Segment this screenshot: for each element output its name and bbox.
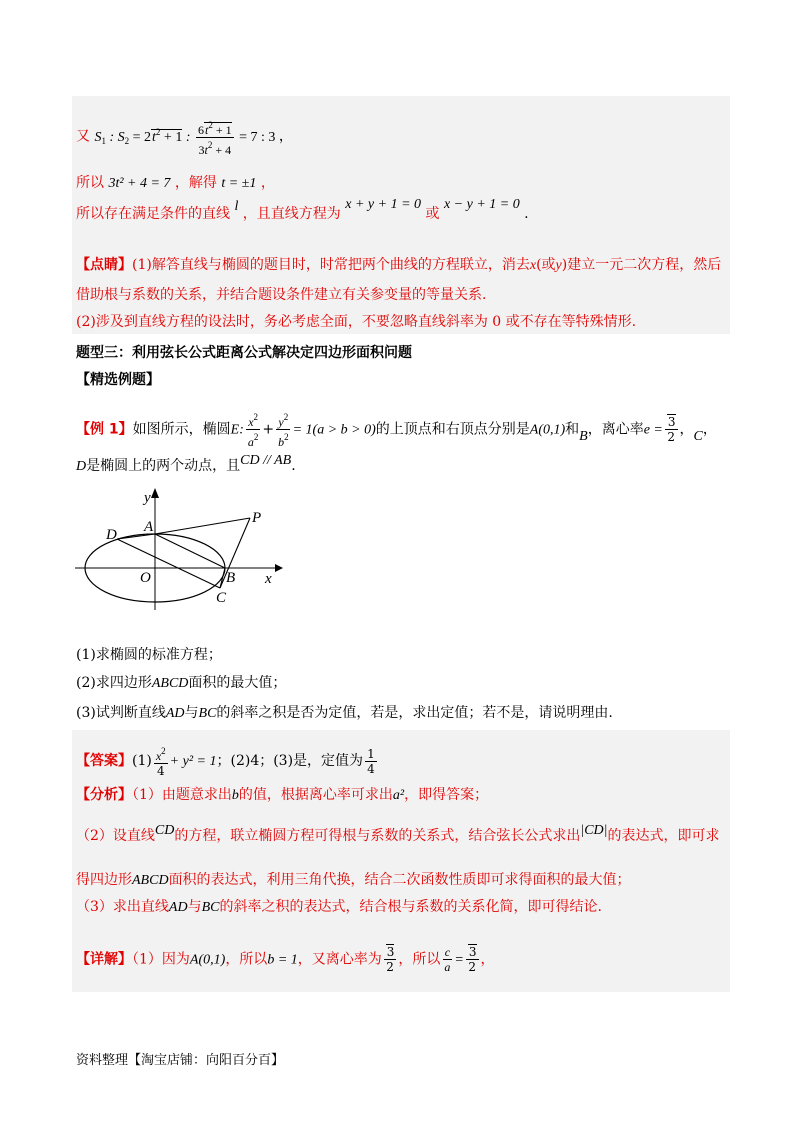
question-text: (3)试判断直线 [76,705,166,721]
frac-x2a2: $\frac{x^2}{a^2}$ [247,412,259,449]
comma: ， [278,128,293,145]
comma: ， [702,421,717,438]
section-title [76,343,412,363]
example-line2 [76,453,296,477]
dianjing-text: 借助根与系数的关系，并结合题设条件建立有关参变量的等量关系. [76,287,487,303]
analysis-text: 的方程，联立椭圆方程可得根与系数的关系式，结合弦长公式求出 [174,828,581,844]
question-3 [76,703,613,724]
question-text: 的斜率之积是否为定值，若是，求出定值；若不是，请说明理由. [216,705,613,721]
segment-dc [117,539,220,588]
dianjing-tag: 【点睛】 [76,257,132,273]
comma: ， [260,175,275,191]
point-b: B [579,428,588,444]
analysis-line3 [76,870,631,891]
line-exists [76,197,529,225]
section-sub [76,370,160,390]
frac-x2-4: $\frac{x^2}{4}$ [155,746,166,778]
point-c: C [693,428,703,444]
question-1 [76,645,222,665]
analysis-text: ，即得答案； [404,787,489,803]
label-b: B [226,570,236,586]
example-text: 如图所示，椭圆 [132,421,231,438]
detail-text: ，所以 [398,951,441,968]
answer-eq: + y² = 1 [169,754,217,769]
var-y: y [555,258,562,273]
frac-c-a: $\frac{c}{a}$ [444,945,451,974]
question-text: 与 [184,705,199,721]
analysis-line2 [76,823,720,847]
s1-symbol: S [94,129,102,145]
ellipse-figure [70,486,290,610]
frac-1-4: $\frac{1}{4}$ [367,746,375,776]
frac-6sqrt: $\frac{6t^2 + 1}{3t^2 + 4}$ [198,120,232,157]
example-tag: 【例 1】 [76,421,133,438]
answer-text: ；(2)4；(3)是，定值为 [216,753,364,769]
analysis-text: 的表达式，即可求 [607,828,720,844]
question-text: 面积的最大值； [188,675,287,691]
example-text: 的上顶点和右顶点分别是 [375,421,530,438]
t-solution: t = ±1 [221,176,257,191]
ratio-rhs: = 7 : 3 [239,129,276,145]
question-text: (1)求椭圆的标准方程； [76,647,222,663]
exists-text: 所以存在满足条件的直线 [76,206,230,222]
answer-line [76,744,379,778]
question-text: (2)求四边形 [76,675,152,691]
label-c: C [216,590,227,606]
example-text: ，离心率 [587,421,644,438]
ellipse-name: E [230,422,240,438]
line-bc: BC [201,900,220,915]
ellipse-condition: = 1(a > b > 0) [292,422,376,438]
analysis-text: （1）由题意求出 [132,787,232,803]
footer-text: 资料整理【淘宝店铺：向阳百分百】 [76,1053,285,1068]
dianjing-line3 [76,312,636,332]
analysis-line1 [76,785,488,806]
question-2 [76,673,286,694]
equation-is-text: ，且直线方程为 [242,206,341,222]
dianjing-text: (2)涉及到直线方程的设法时，务必考虑全面，不要忽略直线斜率为 0 或不存在等特殊情形. [76,314,637,330]
line-cd: CD [154,823,175,838]
dianjing-text: (或 [536,257,556,273]
x-axis-arrow-icon [275,564,283,572]
quad-abcd: ABCD [151,676,189,691]
analysis-tag: 【分析】 [76,787,132,803]
you-text: 又 [76,128,90,145]
label-y: y [144,490,151,506]
label-a: A [144,519,154,535]
answer-text: (1) [132,753,152,769]
section-sub-text: 【精选例题】 [76,372,160,388]
abs-cd: |CD| [580,823,608,838]
footer [76,1049,284,1068]
parallel-condition: CD // AB [240,453,292,468]
ecc-label: e = [643,422,663,438]
ratio-line [76,118,293,157]
and-text: 和 [565,421,580,438]
frac-sqrt3-2: $\frac{3}{2}$ [384,945,397,974]
frac-y2b2: $\frac{y^2}{b^2}$ [278,412,289,449]
dianjing-text: (1)解答直线与椭圆的题目时，时常把两个曲线的方程联立，消去 [132,257,530,273]
solve-t-line [76,173,275,194]
comma: ， [679,421,694,438]
detail-tag: 【详解】 [76,951,132,968]
jiede-text: ，解得 [174,175,217,191]
example-text: 是椭圆上的两个动点，且 [86,458,241,474]
equation-b: x − y + 1 = 0 [443,197,520,212]
dianjing-line1 [76,255,721,276]
point-a: A(0,1) [529,422,566,438]
y-axis-arrow-icon [151,488,159,498]
detail-line [76,945,495,974]
line-ad: AD [165,706,185,721]
label-p: P [252,510,262,526]
comma: ， [480,951,495,968]
detail-text: （1）因为 [132,951,190,968]
b-equals-1: b = 1 [267,952,298,968]
or-text: 或 [425,206,440,222]
period: . [524,206,529,222]
a-squared: a² [392,788,405,803]
analysis-text: 与 [187,899,202,915]
analysis-text: 面积的表达式，利用三角代换，结合二次函数性质即可求得面积的最大值； [168,872,631,888]
var-b: b [231,788,239,803]
quad-abcd: ABCD [132,873,169,888]
dianjing-text: )建立一元二次方程，然后 [561,257,722,273]
suoyi-text: 所以 [76,175,104,191]
frac-sqrt3-2: $\frac{3}{2}$ [466,945,479,974]
section-title-text: 题型三：利用弦长公式距离公式解决定四边形面积问题 [76,345,412,361]
line-bc: BC [198,706,217,721]
label-o: O [140,570,151,586]
segment-ap [155,518,250,534]
detail-text: ，又离心率为 [297,951,382,968]
s-ratio: $S_1$ : $S_2 = 2t^2 + 1$ : $\frac{6t^2 + 1}{3t^2 + 4}$ = 7 : 3 [94,120,276,157]
dianjing-line2 [76,285,486,305]
answer-tag: 【答案】 [76,753,132,769]
period: . [291,458,296,474]
analysis-text: 得四边形 [76,872,132,888]
analysis-line4 [76,897,602,918]
line-l: l [234,199,239,214]
line-ad: AD [168,900,188,915]
analysis-text: 的斜率之积的表达式，结合根与系数的关系化简，即可得结论. [219,899,602,915]
equation-a: x + y + 1 = 0 [345,197,422,212]
label-d: D [106,527,117,543]
analysis-text: （2）设直线 [76,828,155,844]
example-line1: 【例 1】如图所示，椭圆E: $\frac{x^2}{a^2}$ + $\frac{y^2}{b^2}$ = 1(a > b > 0)的上顶点和右顶点分别是A(0,1)和B，离心率e = $\frac{3}{2}$ ，C， [76,412,717,449]
equals: = [454,952,464,968]
analysis-text: 的值，根据离心率可求出 [238,787,393,803]
detail-text: ，所以 [225,951,268,968]
point-d: D [76,459,87,474]
var-x: x [529,258,537,273]
frac-sqrt3-2: $\frac{3}{2}$ [665,415,678,444]
point-a: A(0,1) [189,952,226,968]
label-x: x [265,571,272,587]
analysis-text: （3）求出直线 [76,899,169,915]
segment-ab [155,534,225,568]
eq-3t2: 3t² + 4 = 7 [108,176,171,191]
